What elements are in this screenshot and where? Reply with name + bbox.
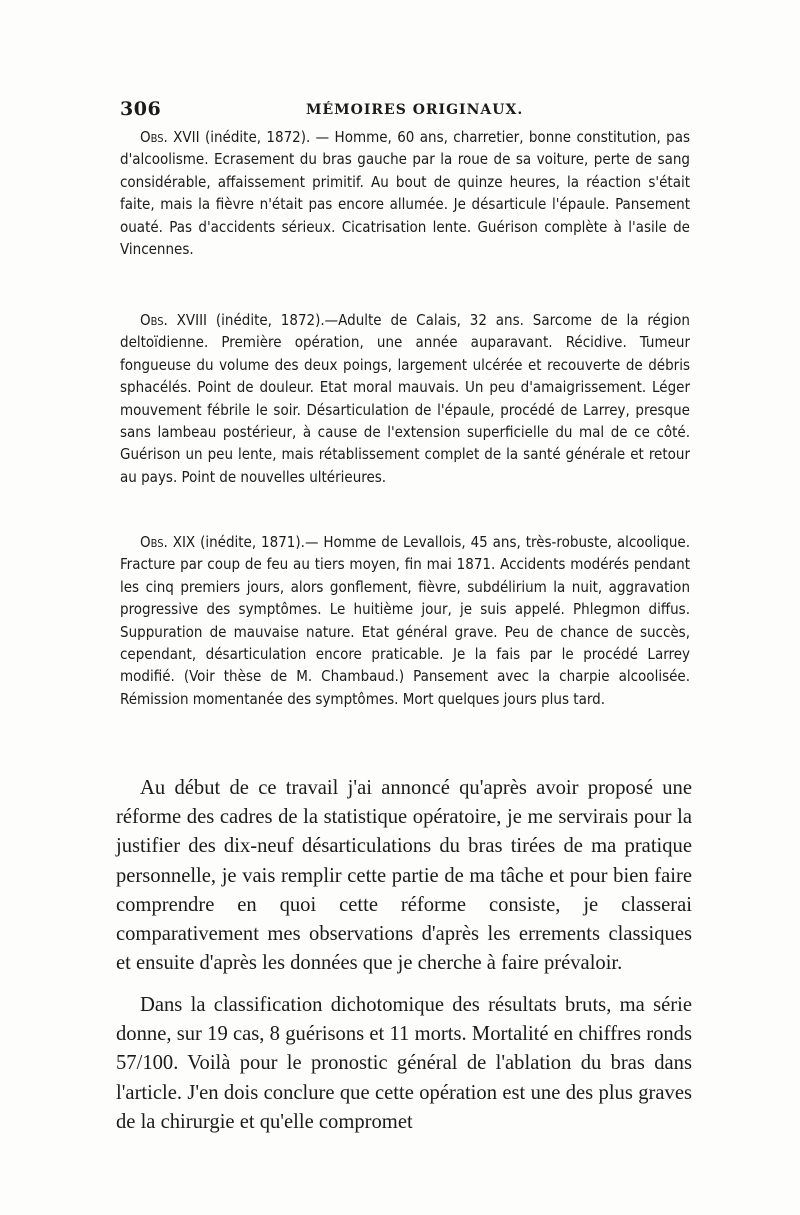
observation-text: XVII (inédite, 1872). — Homme, 60 ans, charretier, bonne constitution, pas d'alcoolisme. Ecrasement du bras gauche par la roue de sa voiture, perte de sang considérable, affaissement primitif. Au bout de quinze heures, la réaction s'était faite, mais la fièvre n'était pas encore allumée. Je désarticule l'épaule. Pansement ouaté. Pas d'accidents sérieux. Cicatrisation lente. Guérison complète à l'asile de Vincennes. xyxy=(120,128,690,259)
observation-xviii xyxy=(120,309,690,488)
observation-xvii xyxy=(120,126,690,260)
body-paragraph: Au début de ce travail j'ai annoncé qu'après avoir proposé une réforme des cadres de la statistique opératoire, je me servirais pour la justifier des dix-neuf désarticulations du bras tirées de ma pratique personnelle, je vais remplir cette partie de ma tâche et pour bien faire comprendre en quoi cette réforme consiste, je classerai comparativement mes observations d'après les errements classiques et ensuite d'après les données que je cherche à faire prévaloir. xyxy=(116,777,692,975)
observation-label: Obs. xyxy=(140,128,168,146)
observation-label: Obs. xyxy=(140,533,168,551)
page-header xyxy=(120,98,690,124)
body-paragraph: Dans la classification dichotomique des résultats bruts, ma série donne, sur 19 cas, 8 guérisons et 11 morts. Mortalité en chiffres ronds 57/100. Voilà pour le pronostic général de l'ablation du bras dans l'article. J'en dois conclure que cette opération est une des plus graves de la chirurgie et qu'elle compromet xyxy=(116,994,692,1133)
observation-text: XIX (inédite, 1871).— Homme de Levallois, 45 ans, très-robuste, alcoolique. Fracture par coup de feu au tiers moyen, fin mai 1871. Accidents modérés pendant les cinq premiers jours, alors gonflement, fièvre, subdélirium la nuit, aggravation progressive des symptômes. Le huitième jour, je suis appelé. Phlegmon diffus. Suppuration de mauvaise nature. Etat général grave. Peu de chance de succès, cependant, désarticulation encore praticable. Je la fais par le procédé Larrey modifié. (Voir thèse de M. Chambaud.) Pansement avec la charpie alcoolisée. Rémission momentanée des symptômes. Mort quelques jours plus tard. xyxy=(120,533,690,708)
observation-label: Obs. xyxy=(140,311,168,329)
page-number: 306 xyxy=(120,98,162,120)
observation-text: XVIII (inédite, 1872).—Adulte de Calais, 32 ans. Sarcome de la région deltoïdienne. Première opération, une année auparavant. Récidive. Tumeur fongueuse du volume des deux poings, largement ulcérée et recouverte de débris sphacélés. Point de douleur. Etat moral mauvais. Un peu d'amaigrissement. Léger mouvement fébrile le soir. Désarticulation de l'épaule, procédé de Larrey, presque sans lambeau postérieur, à cause de l'extension superficielle du mal de ce côté. Guérison un peu lente, mais rétablissement complet de la santé générale et retour au pays. Point de nouvelles ultérieures. xyxy=(120,311,690,486)
observation-xix xyxy=(120,531,690,710)
running-title: MÉMOIRES ORIGINAUX. xyxy=(306,102,524,118)
